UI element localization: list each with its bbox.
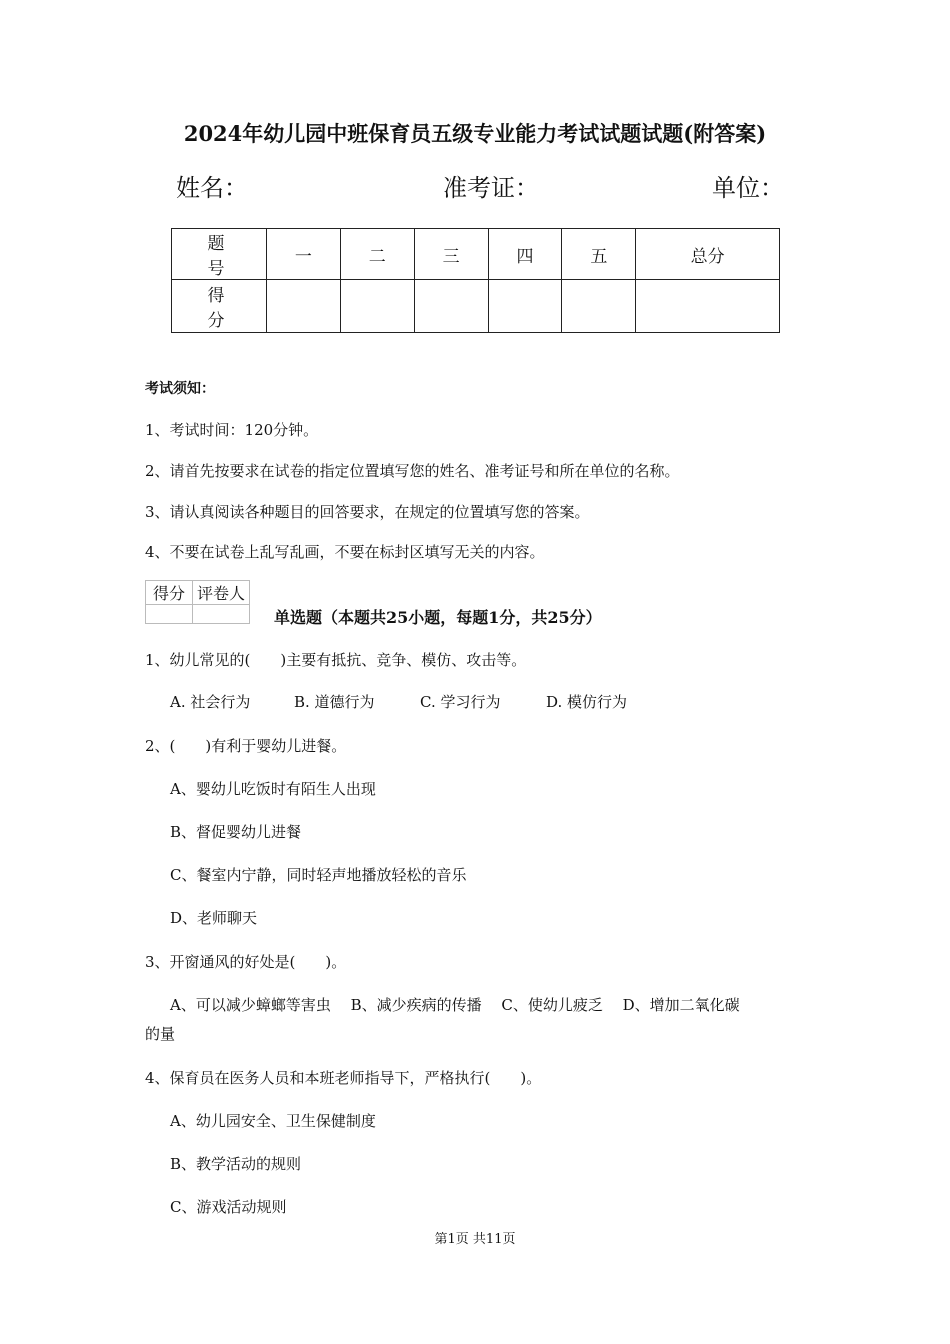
score-cell[interactable] xyxy=(636,280,780,333)
score-table-header-cell: 三 xyxy=(414,229,488,280)
question-stem: 2、( )有利于婴幼儿进餐。 xyxy=(145,737,347,755)
score-table-score-row xyxy=(172,280,780,333)
grader-score-cell[interactable] xyxy=(146,605,193,624)
score-table-header-row xyxy=(172,229,780,280)
score-cell[interactable] xyxy=(267,280,341,333)
question-stem: 3、开窗通风的好处是( )。 xyxy=(145,953,347,971)
question-options xyxy=(170,691,627,712)
grader-score-label: 得分 xyxy=(146,581,193,605)
score-table-header-cell: 二 xyxy=(340,229,414,280)
option: C. 学习行为 xyxy=(420,693,501,711)
unit-label: 单位： xyxy=(712,174,784,202)
option: A、婴幼儿吃饭时有陌生人出现 xyxy=(170,780,376,798)
question-options: A、可以减少蟑螂等害虫 B、减少疾病的传播 C、使幼儿疲乏 D、增加二氧化碳 xyxy=(170,996,740,1014)
question-options-continued: 的量 xyxy=(145,1025,176,1043)
grader-reviewer-label: 评卷人 xyxy=(193,581,250,605)
score-table-header-cell: 一 xyxy=(267,229,341,280)
score-cell[interactable] xyxy=(562,280,636,333)
option: B、督促婴幼儿进餐 xyxy=(170,823,302,841)
score-table-header-cell: 四 xyxy=(488,229,562,280)
option: C、游戏活动规则 xyxy=(170,1198,287,1216)
question-stem: 1、幼儿常见的( )主要有抵抗、竞争、模仿、攻击等。 xyxy=(145,651,527,669)
question-stem: 4、保育员在医务人员和本班老师指导下，严格执行( )。 xyxy=(145,1069,542,1087)
name-label: 姓名： xyxy=(176,174,248,202)
notice-item: 3、请认真阅读各种题目的回答要求，在规定的位置填写您的答案。 xyxy=(145,503,590,521)
score-cell[interactable] xyxy=(414,280,488,333)
page-title: 2024年幼儿园中班保育员五级专业能力考试试题试题(附答案) xyxy=(183,121,767,146)
notice-item: 2、请首先按要求在试卷的指定位置填写您的姓名、准考证号和所在单位的名称。 xyxy=(145,462,680,480)
notice-title: 考试须知： xyxy=(145,381,215,397)
option: A. 社会行为 xyxy=(170,693,251,711)
score-table-header-cell: 总分 xyxy=(636,229,780,280)
score-table-header-cell: 题 号 xyxy=(172,229,267,280)
grader-reviewer-cell[interactable] xyxy=(193,605,250,624)
option: B. 道德行为 xyxy=(294,693,375,711)
option: D. 模仿行为 xyxy=(546,693,628,711)
section-title: 单选题（本题共25小题，每题1分，共25分） xyxy=(274,608,602,627)
exam-id-label: 准考证： xyxy=(443,174,539,202)
option: A、幼儿园安全、卫生保健制度 xyxy=(170,1112,376,1130)
score-table-header-cell: 五 xyxy=(562,229,636,280)
option: C、餐室内宁静，同时轻声地播放轻松的音乐 xyxy=(170,866,467,884)
option: B、教学活动的规则 xyxy=(170,1155,302,1173)
score-row-label: 得 分 xyxy=(172,280,267,333)
page-number: 第1页 共11页 xyxy=(434,1232,516,1247)
notice-item: 1、考试时间：120分钟。 xyxy=(145,421,319,439)
score-table xyxy=(171,228,780,333)
grader-box xyxy=(145,580,250,624)
score-cell[interactable] xyxy=(488,280,562,333)
notice-item: 4、不要在试卷上乱写乱画，不要在标封区填写无关的内容。 xyxy=(145,543,545,561)
score-cell[interactable] xyxy=(340,280,414,333)
option: D、老师聊天 xyxy=(170,909,258,927)
